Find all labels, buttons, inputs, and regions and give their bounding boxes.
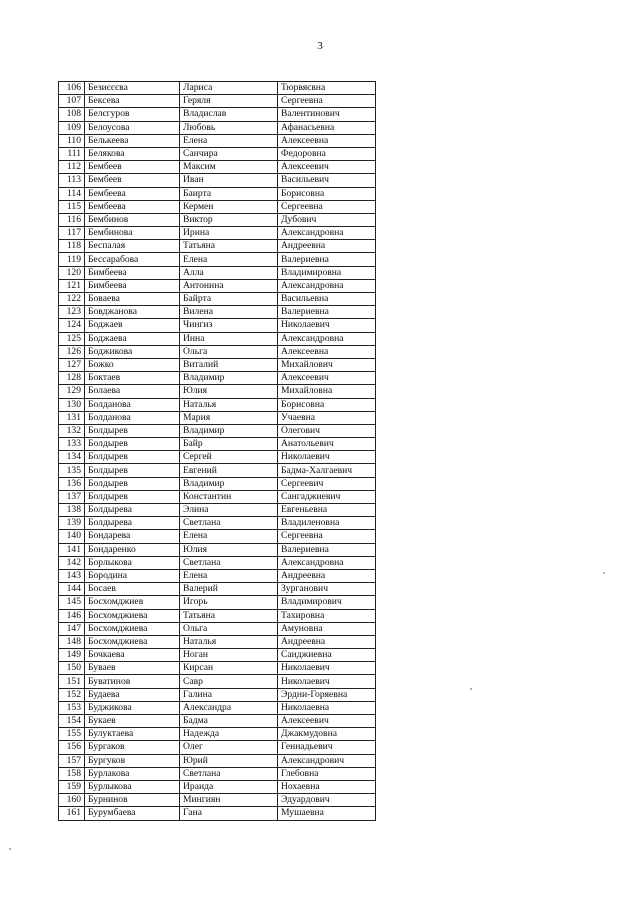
surname-cell: Болдырев [85,477,180,490]
patronymic-cell: Алексеевна [278,134,376,147]
patronymic-cell: Олегович [278,424,376,437]
table-row [59,174,376,187]
table-row [59,688,376,701]
surname-cell: Болдырева [85,517,180,530]
surname-cell: Буджикова [85,701,180,714]
table-row [59,662,376,675]
first-name-cell: Ольга [180,345,278,358]
first-name-cell: Юлия [180,543,278,556]
surname-cell: Болданова [85,411,180,424]
patronymic-cell: Валентинович [278,108,376,121]
table-row [59,253,376,266]
row-number-cell: 149 [59,649,85,662]
row-number-cell: 151 [59,675,85,688]
surname-cell: Бурлыкова [85,780,180,793]
scan-speck [603,572,605,574]
surname-cell: Болаева [85,385,180,398]
first-name-cell: Наталья [180,398,278,411]
surname-cell: Бургуков [85,754,180,767]
patronymic-cell: Сергеевна [278,200,376,213]
first-name-cell: Юрий [180,754,278,767]
table-row [59,754,376,767]
table-row [59,279,376,292]
patronymic-cell: Учаевна [278,411,376,424]
row-number-cell: 107 [59,95,85,108]
row-number-cell: 156 [59,741,85,754]
row-number-cell: 142 [59,556,85,569]
first-name-cell: Антонина [180,279,278,292]
row-number-cell: 157 [59,754,85,767]
row-number-cell: 106 [59,82,85,95]
surname-cell: Бимбеева [85,266,180,279]
surname-cell: Бургаков [85,741,180,754]
patronymic-cell: Валериевна [278,543,376,556]
table-row [59,358,376,371]
row-number-cell: 110 [59,134,85,147]
patronymic-cell: Николаевич [278,451,376,464]
patronymic-cell: Тюрвяєвна [278,82,376,95]
first-name-cell: Чингиз [180,319,278,332]
surname-cell: Бембеева [85,200,180,213]
first-name-cell: Александра [180,701,278,714]
surname-cell: Боджаев [85,319,180,332]
first-name-cell: Елена [180,530,278,543]
first-name-cell: Мария [180,411,278,424]
row-number-cell: 115 [59,200,85,213]
row-number-cell: 145 [59,596,85,609]
row-number-cell: 143 [59,569,85,582]
first-name-cell: Инна [180,332,278,345]
row-number-cell: 116 [59,213,85,226]
first-name-cell: Валерий [180,583,278,596]
first-name-cell: Владимир [180,477,278,490]
first-name-cell: Игорь [180,596,278,609]
row-number-cell: 146 [59,609,85,622]
row-number-cell: 153 [59,701,85,714]
patronymic-cell: Геннадьевич [278,741,376,754]
surname-cell: Болдырев [85,451,180,464]
table-row [59,385,376,398]
row-number-cell: 113 [59,174,85,187]
patronymic-cell: Михайлович [278,358,376,371]
first-name-cell: Елена [180,569,278,582]
patronymic-cell: Владимирович [278,596,376,609]
surname-cell: Болдырев [85,464,180,477]
patronymic-cell: Сергеевич [278,477,376,490]
surname-cell: Белоусова [85,121,180,134]
patronymic-cell: Санджиевна [278,649,376,662]
table-row [59,161,376,174]
first-name-cell: Виталий [180,358,278,371]
patronymic-cell: Валериевна [278,253,376,266]
first-name-cell: Наталья [180,635,278,648]
table-row [59,780,376,793]
row-number-cell: 127 [59,358,85,371]
table-row [59,121,376,134]
surname-cell: Боджаева [85,332,180,345]
first-name-cell: Кермен [180,200,278,213]
surname-cell: Босхомджиева [85,635,180,648]
row-number-cell: 138 [59,504,85,517]
surname-cell: Будаева [85,688,180,701]
table-row [59,649,376,662]
row-number-cell: 133 [59,438,85,451]
row-number-cell: 117 [59,227,85,240]
row-number-cell: 139 [59,517,85,530]
table-row [59,134,376,147]
row-number-cell: 123 [59,306,85,319]
first-name-cell: Владислав [180,108,278,121]
row-number-cell: 158 [59,767,85,780]
surname-cell: Букаев [85,715,180,728]
table-row [59,635,376,648]
table-row [59,266,376,279]
row-number-cell: 155 [59,728,85,741]
scan-speck [9,848,11,850]
patronymic-cell: Борисовна [278,187,376,200]
row-number-cell: 137 [59,490,85,503]
patronymic-cell: Анатольевич [278,438,376,451]
surname-cell: Безиєєєва [85,82,180,95]
surname-cell: Босаев [85,583,180,596]
table-row [59,398,376,411]
row-number-cell: 125 [59,332,85,345]
table-row [59,332,376,345]
first-name-cell: Байрта [180,293,278,306]
first-name-cell: Татьяна [180,609,278,622]
surname-cell: Белєгуров [85,108,180,121]
surname-cell: Борлыкова [85,556,180,569]
patronymic-cell: Борисовна [278,398,376,411]
row-number-cell: 134 [59,451,85,464]
patronymic-cell: Алексеевич [278,372,376,385]
patronymic-cell: Евгеньевна [278,504,376,517]
surname-cell: Болданова [85,398,180,411]
patronymic-cell: Александрович [278,754,376,767]
patronymic-cell: Федоровна [278,147,376,160]
table-row [59,319,376,332]
surname-cell: Бексева [85,95,180,108]
patronymic-cell: Эрдни-Горяевна [278,688,376,701]
patronymic-cell: Джакмудовна [278,728,376,741]
first-name-cell: Ирина [180,227,278,240]
first-name-cell: Олег [180,741,278,754]
first-name-cell: Владимир [180,372,278,385]
table-row [59,306,376,319]
first-name-cell: Надежда [180,728,278,741]
first-name-cell: Лариса [180,82,278,95]
scan-speck [470,688,472,690]
patronymic-cell: Дубович [278,213,376,226]
table-row [59,227,376,240]
table-row [59,293,376,306]
first-name-cell: Владимир [180,424,278,437]
surname-cell: Бембеева [85,187,180,200]
table-row [59,715,376,728]
surname-cell: Булуктаева [85,728,180,741]
surname-cell: Божко [85,358,180,371]
table-row [59,530,376,543]
patronymic-cell: Глебовна [278,767,376,780]
surname-cell: Болдырев [85,490,180,503]
first-name-cell: Геряля [180,95,278,108]
surname-cell: Бембеев [85,174,180,187]
patronymic-cell: Бадма-Халгаевич [278,464,376,477]
table-row [59,438,376,451]
table-row [59,451,376,464]
table-row [59,490,376,503]
first-name-cell: Элина [180,504,278,517]
surname-cell: Бочкаева [85,649,180,662]
first-name-cell: Санчира [180,147,278,160]
row-number-cell: 150 [59,662,85,675]
surname-cell: Бимбеева [85,279,180,292]
table-row [59,767,376,780]
patronymic-cell: Алексеевич [278,161,376,174]
first-name-cell: Виктор [180,213,278,226]
surname-cell: Бембинов [85,213,180,226]
patronymic-cell: Владиленовна [278,517,376,530]
first-name-cell: Бадма [180,715,278,728]
table-row [59,807,376,820]
row-number-cell: 154 [59,715,85,728]
row-number-cell: 140 [59,530,85,543]
patronymic-cell: Васильевна [278,293,376,306]
row-number-cell: 161 [59,807,85,820]
patronymic-cell: Тахировна [278,609,376,622]
patronymic-cell: Алексеевна [278,345,376,358]
patronymic-cell: Николаевич [278,675,376,688]
table-row [59,504,376,517]
page-number: 3 [317,40,323,52]
row-number-cell: 130 [59,398,85,411]
row-number-cell: 141 [59,543,85,556]
row-number-cell: 152 [59,688,85,701]
first-name-cell: Сергей [180,451,278,464]
table-row [59,583,376,596]
first-name-cell: Елена [180,253,278,266]
first-name-cell: Ноган [180,649,278,662]
surname-cell: Бурнинов [85,794,180,807]
surname-cell: Бембеев [85,161,180,174]
surname-cell: Болдырев [85,424,180,437]
first-name-cell: Иван [180,174,278,187]
row-number-cell: 147 [59,622,85,635]
surname-cell: Босхомджиева [85,609,180,622]
first-name-cell: Светлана [180,767,278,780]
row-number-cell: 144 [59,583,85,596]
first-name-cell: Алла [180,266,278,279]
names-table [58,81,376,821]
table-row [59,147,376,160]
surname-cell: Белькеева [85,134,180,147]
table-row [59,82,376,95]
table-row [59,240,376,253]
patronymic-cell: Нохаевна [278,780,376,793]
row-number-cell: 118 [59,240,85,253]
surname-cell: Бондаренко [85,543,180,556]
first-name-cell: Ольга [180,622,278,635]
table-row [59,372,376,385]
surname-cell: Буватинов [85,675,180,688]
first-name-cell: Галина [180,688,278,701]
table-row [59,200,376,213]
table-row [59,569,376,582]
row-number-cell: 128 [59,372,85,385]
first-name-cell: Гана [180,807,278,820]
surname-cell: Бембинова [85,227,180,240]
patronymic-cell: Андреевна [278,569,376,582]
first-name-cell: Константин [180,490,278,503]
patronymic-cell: Валериевна [278,306,376,319]
surname-cell: Болдырева [85,504,180,517]
first-name-cell: Савр [180,675,278,688]
patronymic-cell: Александровна [278,227,376,240]
row-number-cell: 160 [59,794,85,807]
row-number-cell: 112 [59,161,85,174]
patronymic-cell: Мушаевна [278,807,376,820]
surname-cell: Боваева [85,293,180,306]
row-number-cell: 111 [59,147,85,160]
first-name-cell: Татьяна [180,240,278,253]
surname-cell: Бондарева [85,530,180,543]
patronymic-cell: Александровна [278,556,376,569]
patronymic-cell: Николаевич [278,662,376,675]
surname-cell: Болдырев [85,438,180,451]
first-name-cell: Светлана [180,517,278,530]
row-number-cell: 119 [59,253,85,266]
table-row [59,609,376,622]
patronymic-cell: Андреевна [278,240,376,253]
patronymic-cell: Афанасьевна [278,121,376,134]
table-row [59,213,376,226]
row-number-cell: 159 [59,780,85,793]
row-number-cell: 132 [59,424,85,437]
first-name-cell: Евгений [180,464,278,477]
table-row [59,622,376,635]
table-row [59,464,376,477]
table-row [59,424,376,437]
patronymic-cell: Николаевич [278,319,376,332]
row-number-cell: 124 [59,319,85,332]
patronymic-cell: Сергеевна [278,95,376,108]
table-row [59,345,376,358]
table-row [59,741,376,754]
patronymic-cell: Васильевич [278,174,376,187]
patronymic-cell: Владимировна [278,266,376,279]
surname-cell: Белякова [85,147,180,160]
patronymic-cell: Алексеевич [278,715,376,728]
table-row [59,108,376,121]
patronymic-cell: Михайловна [278,385,376,398]
patronymic-cell: Сергеевна [278,530,376,543]
table-row [59,477,376,490]
patronymic-cell: Александровна [278,279,376,292]
first-name-cell: Любовь [180,121,278,134]
patronymic-cell: Андреевна [278,635,376,648]
first-name-cell: Байр [180,438,278,451]
patronymic-cell: Сангаджиевич [278,490,376,503]
patronymic-cell: Амуновна [278,622,376,635]
first-name-cell: Светлана [180,556,278,569]
first-name-cell: Мингиян [180,794,278,807]
surname-cell: Бурлакова [85,767,180,780]
table-row [59,543,376,556]
row-number-cell: 148 [59,635,85,648]
patronymic-cell: Николаевна [278,701,376,714]
surname-cell: Босхомджиев [85,596,180,609]
surname-cell: Бессарабова [85,253,180,266]
patronymic-cell: Зурганович [278,583,376,596]
first-name-cell: Вилена [180,306,278,319]
row-number-cell: 108 [59,108,85,121]
surname-cell: Бородина [85,569,180,582]
table-row [59,517,376,530]
row-number-cell: 136 [59,477,85,490]
surname-cell: Бурумбаева [85,807,180,820]
table-row [59,95,376,108]
table-row [59,411,376,424]
row-number-cell: 114 [59,187,85,200]
surname-cell: Буваев [85,662,180,675]
patronymic-cell: Александровна [278,332,376,345]
first-name-cell: Елена [180,134,278,147]
table-row [59,794,376,807]
row-number-cell: 122 [59,293,85,306]
row-number-cell: 109 [59,121,85,134]
first-name-cell: Юлия [180,385,278,398]
patronymic-cell: Эдуардович [278,794,376,807]
surname-cell: Босхомджиева [85,622,180,635]
row-number-cell: 120 [59,266,85,279]
table-row [59,556,376,569]
row-number-cell: 129 [59,385,85,398]
table-row [59,187,376,200]
row-number-cell: 131 [59,411,85,424]
first-name-cell: Баирта [180,187,278,200]
surname-cell: Боктаев [85,372,180,385]
row-number-cell: 121 [59,279,85,292]
table-row [59,701,376,714]
first-name-cell: Максим [180,161,278,174]
surname-cell: Беспалая [85,240,180,253]
row-number-cell: 135 [59,464,85,477]
table-row [59,728,376,741]
first-name-cell: Кирсан [180,662,278,675]
table-row [59,675,376,688]
names-table-body [59,82,376,821]
row-number-cell: 126 [59,345,85,358]
surname-cell: Боджикова [85,345,180,358]
first-name-cell: Ираида [180,780,278,793]
table-row [59,596,376,609]
surname-cell: Бовджанова [85,306,180,319]
